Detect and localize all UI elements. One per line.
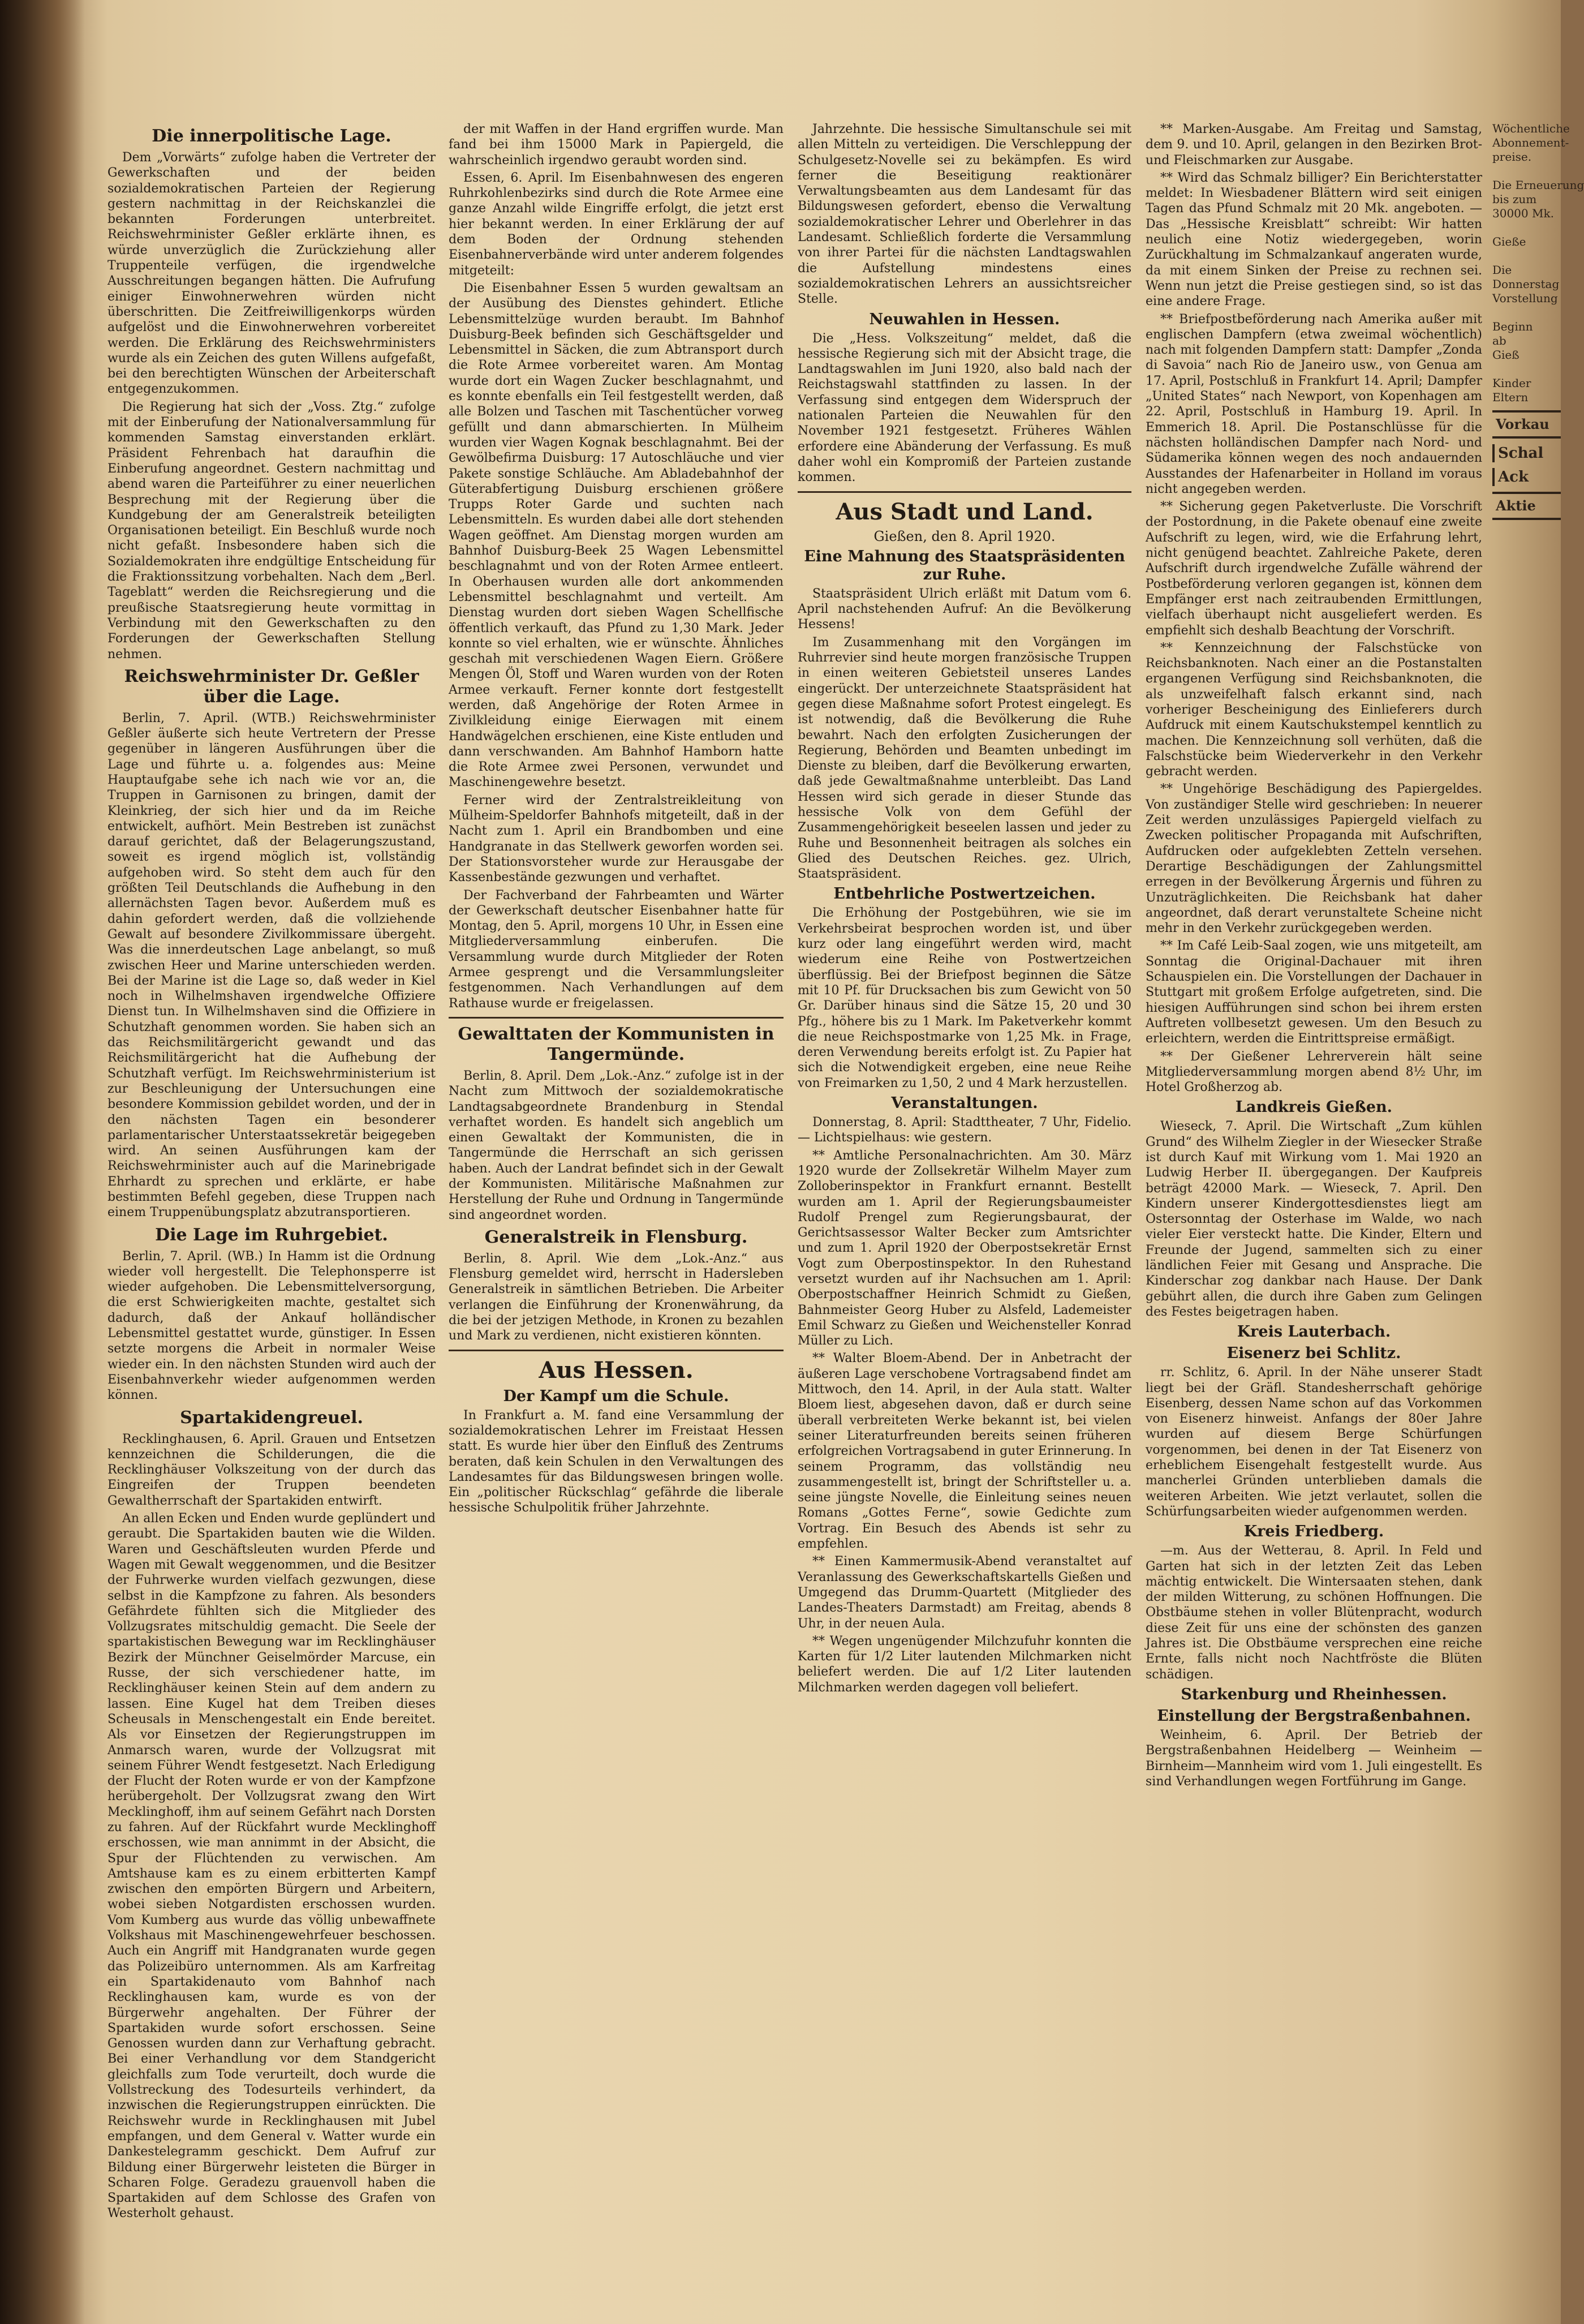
sub-headline: Landkreis Gießen.	[1235, 1098, 1393, 1116]
sidebar-line: Vorstellung	[1492, 291, 1558, 305]
article-paragraph: Jahrzehnte. Die hessische Simultanschule sei mit allen Mitteln zu verteidigen. Die Verschleppung der Schulgesetz-Novelle sei zu bekämpfen. Es wird ferner die Beseitigung reaktionärer Verwaltungsbeamten aus dem Landesamt für das Bildungswesen gefordert, ebenso die Verwaltung sozialdemokratischer Lehrer und Oberlehrer in das Landesamt. Schließlich forderte die Versammlung von ihrer Partei für die nächsten Landtagswahlen die Aufstellung mindestens eines sozialdemokratischen Lehrers an aussichtsreicher Stelle.	[798, 122, 1131, 307]
sidebar-line	[1492, 306, 1561, 320]
sidebar-ad-box-2: Schal	[1492, 444, 1561, 462]
article-paragraph: ** Wird das Schmalz billiger? Ein Berichterstatter meldet: In Wiesbadener Blättern wird seit einigen Tagen das Pfund Schmalz mit 20 Mk. angeboten. — Das „Hessische Kreisblatt“ schreibt: Wir hatten neulich eine Notiz wiedergegeben, worin Zurückhaltung im Schmalzankauf angeraten wurde, da mit einem Sinken der Preise zu rechnen sei. Wenn nun jetzt die Preise gestiegen sind, so ist das eine andere Frage.	[1146, 170, 1482, 309]
sidebar-ad-box-4: Aktie	[1492, 492, 1561, 520]
sub-headline: Neuwahlen in Hessen.	[869, 310, 1060, 328]
sidebar-line: Eltern	[1492, 390, 1529, 404]
sub-headline: Veranstaltungen.	[891, 1094, 1038, 1112]
sidebar-line: ab	[1492, 334, 1506, 347]
article-paragraph: Essen, 6. April. Im Eisenbahnwesen des engeren Ruhrkohlenbezirks sind durch die Rote Armee eine ganze Anzahl wilde Eingriffe erfolgt, die jetzt erst hier bekannt werden. In einer Erklärung der auf dem Boden der Ordnung stehenden Eisenbahnerverbände wird unter anderem folgendes mitgeteilt:	[449, 170, 784, 278]
sidebar-line: preise.	[1492, 150, 1532, 164]
sidebar-ad-box-3: Ack	[1492, 468, 1561, 486]
article-headline: Generalstreik in Flensburg.	[484, 1227, 748, 1247]
sidebar-line: Beginn	[1492, 320, 1533, 333]
sidebar-line	[1492, 249, 1561, 263]
article-paragraph: Donnerstag, 8. April: Stadttheater, 7 Uhr, Fidelio. — Lichtspielhaus: wie gestern.	[798, 1115, 1131, 1145]
article-paragraph: Berlin, 8. April. Wie dem „Lok.-Anz.“ aus Flensburg gemeldet wird, herrscht in Hadersleben Generalstreik in sämtlichen Betrieben. Die Arbeiter verlangen die Einführung der Kronenwährung, da die bei der jetzigen Methode, in Kronen zu bezahlen und Mark zu verdienen, nicht existieren könnten.	[449, 1251, 784, 1343]
sub-headline: Der Kampf um die Schule.	[503, 1387, 729, 1405]
article-paragraph: Recklinghausen, 6. April. Grauen und Entsetzen kennzeichnen die Schilderungen, die die Recklinghäuser Volkszeitung von der durch das Eingreifen der Truppen beendeten Gewaltherrschaft der Spartakiden entwirft.	[107, 1432, 436, 1508]
sub-headline: Starkenburg und Rheinhessen.	[1181, 1685, 1447, 1703]
sidebar-line: bis zum	[1492, 192, 1537, 206]
article-paragraph: Dem „Vorwärts“ zufolge haben die Vertreter der Gewerkschaften und der beiden sozialdemokratischen Parteien der Regierung gestern nachmittag in der Reichskanzlei die bekannten Forderungen unterbreitet. Reichswehrminister Geßler erklärte ihnen, es würde unverzüglich die Zurückziehung aller Truppenteile verfügen, die irgendwelche Ausschreitungen begangen hätten. Die Aufrufung einiger Einwohnerwehren würden nicht überschritten. Die Zeitfreiwilligenkorps würden aufgelöst und die Einwohnerwehren vorbereitet werden. Die Erklärung des Reichswehrministers wurde als ein Zeichen des guten Willens aufgefaßt, bei den berechtigten Wünschen der Arbeiterschaft entgegenzukommen.	[107, 151, 436, 397]
article-headline: Spartakidengreuel.	[180, 1407, 363, 1428]
article-paragraph: Die „Hess. Volkszeitung“ meldet, daß die hessische Regierung sich mit der Absicht trage, die Landtagswahlen im Juni 1920, also bald nach der Reichstagswahl stattfinden zu lassen. In der Verfassung sind entgegen dem Widerspruch der nationalen Parteien die Neuwahlen für den November 1921 festgesetzt. Früheres Wählen erfordere eine Abänderung der Verfassung. Es muß daher wohl ein Kompromiß der Parteien zustande kommen.	[798, 331, 1131, 485]
sidebar-text	[1492, 122, 1584, 405]
sub-headline: Kreis Lauterbach.	[1237, 1323, 1391, 1341]
sidebar-line: Die Erneuerung	[1492, 178, 1584, 192]
section-headline: Aus Hessen.	[539, 1356, 694, 1384]
article-paragraph: Die Eisenbahner Essen 5 wurden gewaltsam an der Ausübung des Dienstes gehindert. Etliche Lebensmittelzüge wurden beraubt. Im Bahnhof Duisburg-Beek befinden sich Geschäftsgelder und Lebensmittel in Säcken, die zum Abtransport durch die Rote Armee vorbereitet waren. Am Montag wurde dort ein Wagen Zucker beschlagnahmt, und es konnte ebenfalls ein Teil festgestellt werden, daß alle Bolzen und Taschen mit Taschentücher vorweg gefüllt und dann abmarschierten. In Mülheim wurden vier Wagen Kognak beschlagnahmt. Bei der Gewölbefirma Duisburg: 17 Autoschläuche und vier Pakete sonstige Schläuche. Am Abladebahnhof der Güterabfertigung Duisburg erschienen größere Trupps Roter Garde und suchten nach Lebensmitteln. Es wurden dabei alle dort stehenden Wagen geöffnet. Am Dienstag morgen wurden am Bahnhof Duisburg-Beek 25 Wagen Lebensmittel beschlagnahmt und von der Roten Armee entleert. In Oberhausen wurden alle dort ankommenden Lebensmittel beschlagnahmt und verteilt. Am Dienstag wurden dort sieben Wagen Schellfische öffentlich verkauft, das Pfund zu 1,30 Mark. Jeder konnte so viel erhalten, wie er wünschte. Ähnliches geschah mit verschiedenen Wagen Eiern. Größere Mengen Öl, Stoff und Waren wurden von der Roten Armee verkauft. Ferner konnte dort festgestellt werden, daß Angehörige der Roten Armee in Zivilkleidung einige Eierwagen mit einem Handwägelchen erschienen, eine Kiste entluden und dann verschwanden. Am Bahnhof Hamborn hatte die Rote Armee zwei Personen, verwundet und Maschinengewehre besetzt.	[449, 281, 784, 790]
section-headline: Aus Stadt und Land.	[836, 498, 1094, 525]
sidebar-line	[1492, 164, 1561, 178]
article-paragraph: —m. Aus der Wetterau, 8. April. In Feld und Garten hat sich in der letzten Zeit das Leben mächtig entwickelt. Die Wintersaaten stehen, dank der milden Witterung, zu schönen Hoffnungen. Die Obstbäume stehen in voller Blütenpracht, wodurch diese Zeit für uns eine der schönsten des ganzen Jahres ist. Die Obstbäume versprechen eine reiche Ernte, falls nicht noch Nachtfröste die Blüten schädigen.	[1146, 1544, 1482, 1682]
article-paragraph: ** Marken-Ausgabe. Am Freitag und Samstag, dem 9. und 10. April, gelangen in den Bezirken Brot- und Fleischmarken zur Ausgabe.	[1146, 122, 1482, 167]
column-2	[449, 122, 784, 2317]
sidebar-ad-box-1: Vorkau	[1492, 410, 1561, 439]
article-paragraph: Der Fachverband der Fahrbeamten und Wärter der Gewerkschaft deutscher Eisenbahner hatte für Montag, den 5. April, morgens 10 Uhr, in Essen eine Mitgliederversammlung einberufen. Die Versammlung wurde durch Mitglieder der Roten Armee gesprengt und die Versammlungsleiter festgenommen. Nach Verhandlungen auf dem Rathause wurde er freigelassen.	[449, 888, 784, 1011]
article-paragraph: ** Im Café Leib-Saal zogen, wie uns mitgeteilt, am Sonntag die Original-Dachauer mit ihren Schauspielen ein. Die Vorstellungen der Dachauer in Stuttgart mit großem Erfolge aufgetreten, sind. Die hiesigen Aufführungen sind schon bei ihrem ersten Auftreten vollbesetzt gewesen. Um den Besuch zu erleichtern, werden die Eintrittspreise ermäßigt.	[1146, 939, 1482, 1046]
article-headline: Die innerpolitische Lage.	[152, 126, 391, 146]
article-headline: Reichswehrminister Dr. Geßler über die Lage.	[124, 666, 419, 707]
article-paragraph: In Frankfurt a. M. fand eine Versammlung der sozialdemokratischen Lehrer im Freistaat Hessen statt. Es wurde hier über den Einfluß des Zentrums beraten, daß kein Schulen in den Verwaltungen des Landesamtes für das Bildungswesen bringen wolle. Ein „politischer Rückschlag“ gefährde die liberale hessische Schulpolitik früher Jahrzehnte.	[449, 1408, 784, 1515]
sidebar-line: Die	[1492, 263, 1512, 277]
article-paragraph: ** Der Gießener Lehrerverein hält seine Mitgliederversammlung morgen abend 8½ Uhr, im Hotel Großherzog ab.	[1146, 1049, 1482, 1095]
sidebar-line: Kinder	[1492, 376, 1531, 390]
dateline: Gießen, den 8. April 1920.	[873, 528, 1056, 544]
column-3	[798, 122, 1131, 2317]
article-paragraph: ** Briefpostbeförderung nach Amerika außer mit englischen Dampfern (etwa zweimal wöchentlich) nach mit folgenden Dampfern statt: Dampfer „Zonda di Savoia“ nach Rio de Janeiro usw., von Genua am 17. April, Postschluß in Frankfurt 14. April; Dampfer „United States“ nach Newport, von Kopenhagen am 22. April, Postschluß in Hamburg 19. April. In Emmerich 18. April. Die Postanschlüsse für die nächsten holländischen Dampfer nach Nord- und Südamerika können wegen des noch andauernden Ausstandes der Hafenarbeiter in Holland im voraus nicht angegeben werden.	[1146, 312, 1482, 496]
sidebar-line: Gieße	[1492, 235, 1526, 248]
article-paragraph: ** Kennzeichnung der Falschstücke von Reichsbanknoten. Nach einer an die Postanstalten ergangenen Verfügung sind Reichsbanknoten, die als unzweifelhaft falsch erkannt sind, nach vorheriger Bescheinigung des Einlieferers durch Aufdruck mit einem Kautschukstempel kenntlich zu machen. Die Kennzeichnung soll verhüten, daß die Falschstücke beim Wiederverkehr in den Verkehr gebracht werden.	[1146, 641, 1482, 779]
sidebar-line	[1492, 362, 1561, 376]
article-paragraph: Die Erhöhung der Postgebühren, wie sie im Verkehrsbeirat besprochen worden ist, und über kurz oder lang eingeführt werden wird, macht wiederum eine Reihe von Postwertzeichen überflüssig. Bei der Briefpost beginnen die Sätze mit 10 Pf. für Drucksachen bis zum Gewicht von 50 Gr. Darüber hinaus sind die Sätze 15, 20 und 30 Pfg., höhere bis zu 1 Mark. Im Paketverkehr kommt die neue Reichspostmarke von 1,25 Mk. in Frage, deren Verwendung bereits erfolgt ist. Zu Papier hat sich die Notwendigkeit ergeben, eine neue Reihe von Freimarken zu 1,50, 2 und 4 Mark herzustellen.	[798, 906, 1131, 1090]
article-paragraph: ** Ungehörige Beschädigung des Papiergeldes. Von zuständiger Stelle wird geschrieben: In neuerer Zeit werden unzulässiges Papiergeld vielfach zu Zwecken politischer Propaganda mit Aufschriften, Aufdrucken oder aufgeklebten Zetteln versehen. Derartige Beschädigungen der Zahlungsmittel erregen in der Bevölkerung Ärgernis und führen zu Unzuträglichkeiten. Die Reichsbank hat daher angeordnet, daß derart verunstaltete Scheine nicht mehr in den Verkehr zurückgegeben werden.	[1146, 782, 1482, 936]
sidebar-line: Donnerstag	[1492, 277, 1560, 291]
article-paragraph: Im Zusammenhang mit den Vorgängen im Ruhrrevier sind heute morgen französische Truppen in einen weiteren Gebietsteil unseres Landes eingerückt. Der unterzeichnete Staatspräsident hat gegen diese Maßnahme sofort Protest eingelegt. Es ist notwendig, daß die Bevölkerung die Ruhe bewahrt. Nach den erfolgten Zusicherungen der Regierung, Behörden und Beamten unbedingt im Dienste zu bleiben, darf die Bevölkerung erwarten, daß jede Gewaltmaßnahme unterbleibt. Das Land Hessen wird sich gerade in dieser Stunde das hessische Volk von dem Gefühl der Zusammengehörigkeit beseelen lassen und jeder zu Ruhe und Besonnenheit beitragen als solches ein Glied des Deutschen Reiches. gez. Ulrich, Staatspräsident.	[798, 635, 1131, 882]
column-rule	[449, 1017, 784, 1019]
sub-headline: Einstellung der Bergstraßenbahnen.	[1157, 1707, 1471, 1725]
column-rule	[449, 1350, 784, 1351]
sub-headline: Eine Mahnung des Staatspräsidenten zur Ruhe.	[804, 547, 1125, 583]
sub-headline: Entbehrliche Postwertzeichen.	[833, 885, 1096, 903]
article-paragraph: Die Regierung hat sich der „Voss. Ztg.“ zufolge mit der Einberufung der Nationalversammlung für kommenden Samstag einverstanden erklärt. Präsident Fehrenbach hat daraufhin die Einberufung angeordnet. Gestern nachmittag und abend waren die Parteiführer zu einer neuerlichen Besprechung mit der Regierung über die Kundgebung der am Generalstreik beteiligten Organisationen beteiligt. Ein Beschluß wurde noch nicht gefaßt. Insbesondere haben sich die Sozialdemokraten ihre endgültige Entscheidung für die Fraktionssitzung vorbehalten. Nach dem „Berl. Tageblatt“ werden die Reichsregierung und die preußische Staatsregierung heute vormittag in Verbindung mit den Gewerkschaften zu den Forderungen der Gewerkschaften Stellung nehmen.	[107, 399, 436, 661]
column-1	[107, 122, 436, 2317]
sidebar-line: 30000 Mk.	[1492, 207, 1554, 220]
sidebar-line: Wöchentliche	[1492, 122, 1570, 135]
article-paragraph: Wieseck, 7. April. Die Wirtschaft „Zum kühlen Grund“ des Wilhelm Ziegler in der Wiesecker Straße ist durch Kauf mit Wirkung vom 1. Mai 1920 an Ludwig Herber II. übergegangen. Der Kaufpreis beträgt 42000 Mark. — Wieseck, 7. April. Den Kindern unserer Kindergottesdienstes liegt am Ostersonntag der Osterhase im Walde, wo nach vieler Eier versteckt hatte. Die Kinder, Eltern und Freunde der Jugend, sammelten sich zu einer ländlichen Feier mit Gesang und Ansprache. Die Kinderschar zog dankbar nach Hause. Der Dank gebührt allen, die durch ihre Gaben zum Gelingen des Festes beigetragen haben.	[1146, 1119, 1482, 1319]
article-paragraph: ** Amtliche Personalnachrichten. Am 30. März 1920 wurde der Zollsekretär Wilhelm Mayer zum Zolloberinspektor in Frankfurt ernannt. Bestellt wurden am 1. April der Regierungsbaumeister Rudolf Prengel zum Regierungsbaurat, der Gerichtsassessor Walter Becker zum Amtsrichter und zum 1. April 1920 der Oberpostsekretär Ernst Vogt zum Oberpostinspektor. In den Ruhestand versetzt wurden auf ihr Nachsuchen am 1. April: Oberpostschaffner Heinrich Schmidt zu Gießen, Bahnmeister Georg Huber zu Alsfeld, Lademeister Emil Schwarz zu Gießen und Weichensteller Konrad Müller zu Lich.	[798, 1148, 1131, 1348]
sidebar-line: Abonnement-	[1492, 136, 1569, 149]
adjacent-page-edge	[1492, 122, 1584, 2306]
article-paragraph: An allen Ecken und Enden wurde geplündert und geraubt. Die Spartakiden bauten wie die Wilden. Waren und Geschäftsleuten wurden Pferde und Wagen mit Gewalt weggenommen, und die Besitzer der Fuhrwerke wurden vielfach gezwungen, diese selbst in die Kampfzone zu fahren. Als besonders Gefährdete fühlten sich die Mitglieder des Vollzugsrates mitschuldig gemacht. Die Seele der spartakistischen Bewegung war im Recklinghäuser Bezirk der Münchner Geiselmörder Marcuse, ein Russe, der sich verschiedener hatte, im Recklinghäuser keinen Stein auf dem andern zu lassen. Eine Kugel hat dem Treiben dieses Scheusals in Menschengestalt ein Ende bereitet. Als vor Einsetzen der Regierungstruppen im Anmarsch waren, wurde der Vollzugsrat mit seinem Führer Wendt festgesetzt. Nach Erledigung der Flucht der Roten wurde er von der Kampfzone herübergeholt. Der Vollzugsrat zwang den Wirt Mecklinghoff, ihm auf seinem Gefährt nach Dorsten zu fahren. Auf der Rückfahrt wurde Mecklinghoff erschossen, wie man annimmt in der Absicht, die Spur der Flüchtenden zu verwischen. Am Amtshause kam es zu einem erbitterten Kampf zwischen den empörten Bürgern und Arbeitern, wobei sieben Notgardisten erschossen wurden. Vom Kumberg aus wurde das völlig unbewaffnete Volkshaus mit Maschinengewehrfeuer beschossen. Auch ein Angriff mit Handgranaten wurde gegen das Polizeibüro unternommen. Als am Karfreitag ein Spartakidenauto vom Bahnhof nach Recklinghausen kam, wurde es von der Bürgerwehr angehalten. Der Führer der Spartakiden wurde sofort erschossen. Seine Genossen wurden dann zur Verhaftung gebracht. Bei einer Verhandlung vor dem Standgericht gleichfalls zum Tode verurteilt, doch wurde die Vollstreckung des Todesurteils verhindert, da inzwischen die Regierungstruppen einrückten. Die Reichswehr wurde in Recklinghausen mit Jubel empfangen, und dem General v. Watter wurde ein Dankestelegramm geschickt. Dem Aufruf zur Bildung einer Bürgerwehr leisteten die Bürger in Scharen Folge. Geradezu grauenvoll haben die Spartakiden auf dem Schlosse des Grafen von Westerholt gehaust.	[107, 1511, 436, 2221]
sidebar-line	[1492, 221, 1561, 235]
column-4	[1146, 122, 1482, 2317]
article-paragraph: ** Einen Kammermusik-Abend veranstaltet auf Veranlassung des Gewerkschaftskartells Gießen und Umgegend das Drumm-Quartett (Mitglieder des Landes-Theaters Darmstadt) am Freitag, abends 8 Uhr, in der neuen Aula.	[798, 1554, 1131, 1631]
article-paragraph: Berlin, 7. April. (WTB.) Reichswehrminister Geßler äußerte sich heute Vertretern der Presse gegenüber in längeren Ausführungen über die Lage und führte u. a. folgendes aus: Meine Hauptaufgabe sehe ich nach wie vor an, die Truppen in Garnisonen zu bringen, damit der Kleinkrieg, der sich hier und da im Reiche entwickelt, aufhört. Mein Bestreben ist zunächst darauf gerichtet, daß der Belagerungszustand, soweit es irgend möglich ist, vollständig aufgehoben wird. So steht dem auch für den größten Teil Deutschlands die Aufhebung in den allernächsten Tagen bevor. Außerdem muß es dahin gefordert werden, daß die vollziehende Gewalt auf besondere Zivilkommissare übergeht. Was die innerdeutschen Lage anbelangt, so muß zwischen Heer und Marine unterschieden werden. Bei der Marine ist die Lage so, daß weder in Kiel noch in Wilhelmshaven irgendwelche Offiziere Dienst tun. In Wilhelmshaven sind die Offiziere in Schutzhaft genommen worden. Sie haben sich an das Reichsmilitärgericht gewandt und das Reichsmilitärgericht hat die Aufhebung der Schutzhaft verfügt. Im Reichswehrministerium ist zur Beschleunigung der Untersuchungen eine besondere Kommission gebildet worden, und der in den nächsten Tagen ein besonderer parlamentarischer Unterstaatssekretär beigegeben wird. An seinen Ausführungen kam der Reichswehrminister auch auf die Marinebrigade Ehrhardt zu sprechen und erklärte, er habe bestimmten Befehl gegeben, diese Truppen nach einem Truppenübungsplatz abzutransportieren.	[107, 711, 436, 1220]
sub-headline: Eisenerz bei Schlitz.	[1226, 1344, 1401, 1363]
page-binding-shadow	[0, 0, 85, 2324]
article-paragraph: der mit Waffen in der Hand ergriffen wurde. Man fand bei ihm 15000 Mark in Papiergeld, die wahrscheinlich irgendwo geraubt worden sind.	[449, 122, 784, 167]
article-headline: Gewalttaten der Kommunisten in Tangermünde.	[458, 1024, 774, 1064]
article-paragraph: ** Sicherung gegen Paketverluste. Die Vorschrift der Postordnung, in die Pakete obenauf eine zweite Aufschrift zu legen, wird, wie die Erfahrung lehrt, nicht genügend beachtet. Zahlreiche Pakete, deren Aufschrift durch irgendwelche Zufälle während der Postbeförderung verloren gegangen ist, können dem Empfänger erst nach zeitraubenden Ermittlungen, vielfach überhaupt nicht ausgeliefert werden. Es empfiehlt sich deshalb Beachtung der Vorschrift.	[1146, 500, 1482, 638]
sidebar-line: Gieß	[1492, 348, 1520, 362]
article-paragraph: rr. Schlitz, 6. April. In der Nähe unserer Stadt liegt bei der Gräfl. Standesherrschaft gehörige Eisenberg, dessen Name schon auf das Vorkommen von Eisenerz hinweist. Anfangs der 80er Jahre wurden auf diesem Berge Schürfungen vorgenommen, bei denen in der Tat Eisenerz von erheblichem Eisengehalt festgestellt wurde. Aus mancherlei Gründen unterblieben damals die weiteren Arbeiten. Wie jetzt verlautet, sollen die Schürfungsarbeiten wieder aufgenommen werden.	[1146, 1365, 1482, 1519]
article-paragraph: Weinheim, 6. April. Der Betrieb der Bergstraßenbahnen Heidelberg — Weinheim — Birnheim—Mannheim wird vom 1. Juli eingestellt. Es sind Verhandlungen wegen Fortführung im Gange.	[1146, 1728, 1482, 1789]
article-paragraph: ** Wegen ungenügender Milchzufuhr konnten die Karten für 1/2 Liter lautenden Milchmarken nicht beliefert werden. Die auf 1/2 Liter lautenden Milchmarken werden dagegen voll beliefert.	[798, 1634, 1131, 1695]
article-paragraph: Berlin, 8. April. Dem „Lok.-Anz.“ zufolge ist in der Nacht zum Mittwoch der sozialdemokratische Landtagsabgeordnete Brandenburg in Stendal verhaftet worden. Es handelt sich angeblich um einen Gewaltakt der Kommunisten, die in Tangermünde die Herrschaft an sich gerissen haben. Auch der Landrat befindet sich in der Gewalt der Kommunisten. Militärische Maßnahmen zur Herstellung der Ruhe und Ordnung in Tangermünde sind angeordnet worden.	[449, 1068, 784, 1222]
article-paragraph: Staatspräsident Ulrich erläßt mit Datum vom 6. April nachstehenden Aufruf: An die Bevölkerung Hessens!	[798, 586, 1131, 632]
article-paragraph: ** Walter Bloem-Abend. Der in Anbetracht der äußeren Lage verschobene Vortragsabend findet am Mittwoch, den 14. April, in der Aula statt. Walter Bloem liest, abgesehen davon, daß er durch seine überall verbreiteten Werke bekannt ist, bei vielen seiner Literaturfreunden bereits seinen früheren erfolgreichen Vortragsabend in guter Erinnerung. In seinem Programm, das vollständig neu zusammengestellt ist, bringt der Schriftsteller u. a. seine jüngste Novelle, die Einleitung seines neuen Romans „Gottes Ferne“, sowie Gedichte zum Vortrag. Ein Besuch des Abends ist sehr zu empfehlen.	[798, 1351, 1131, 1552]
sub-headline: Kreis Friedberg.	[1243, 1523, 1384, 1541]
article-headline: Die Lage im Ruhrgebiet.	[155, 1225, 388, 1245]
article-paragraph: Berlin, 7. April. (WB.) In Hamm ist die Ordnung wieder voll hergestellt. Die Telephonsperre ist wieder aufgehoben. Die Lebensmittelversorgung, die erst Schwierigkeiten machte, gestaltet sich dadurch, daß der Ankauf holländischer Lebensmittel gestattet wurde, günstiger. In Essen setzte morgens die Arbeit in normaler Weise wieder ein. In den nächsten Stunden wird auch der Eisenbahnverkehr wieder aufgenommen werden können.	[107, 1249, 436, 1403]
article-paragraph: Ferner wird der Zentralstreikleitung von Mülheim-Speldorfer Bahnhofs mitgeteilt, daß in der Nacht zum 1. April ein Brandbomben und eine Handgranate in das Stellwerk geworfen worden sei. Der Stationsvorsteher wurde zur Herausgabe der Kassenbestände gezwungen und verhaftet.	[449, 793, 784, 885]
column-rule	[798, 491, 1131, 493]
